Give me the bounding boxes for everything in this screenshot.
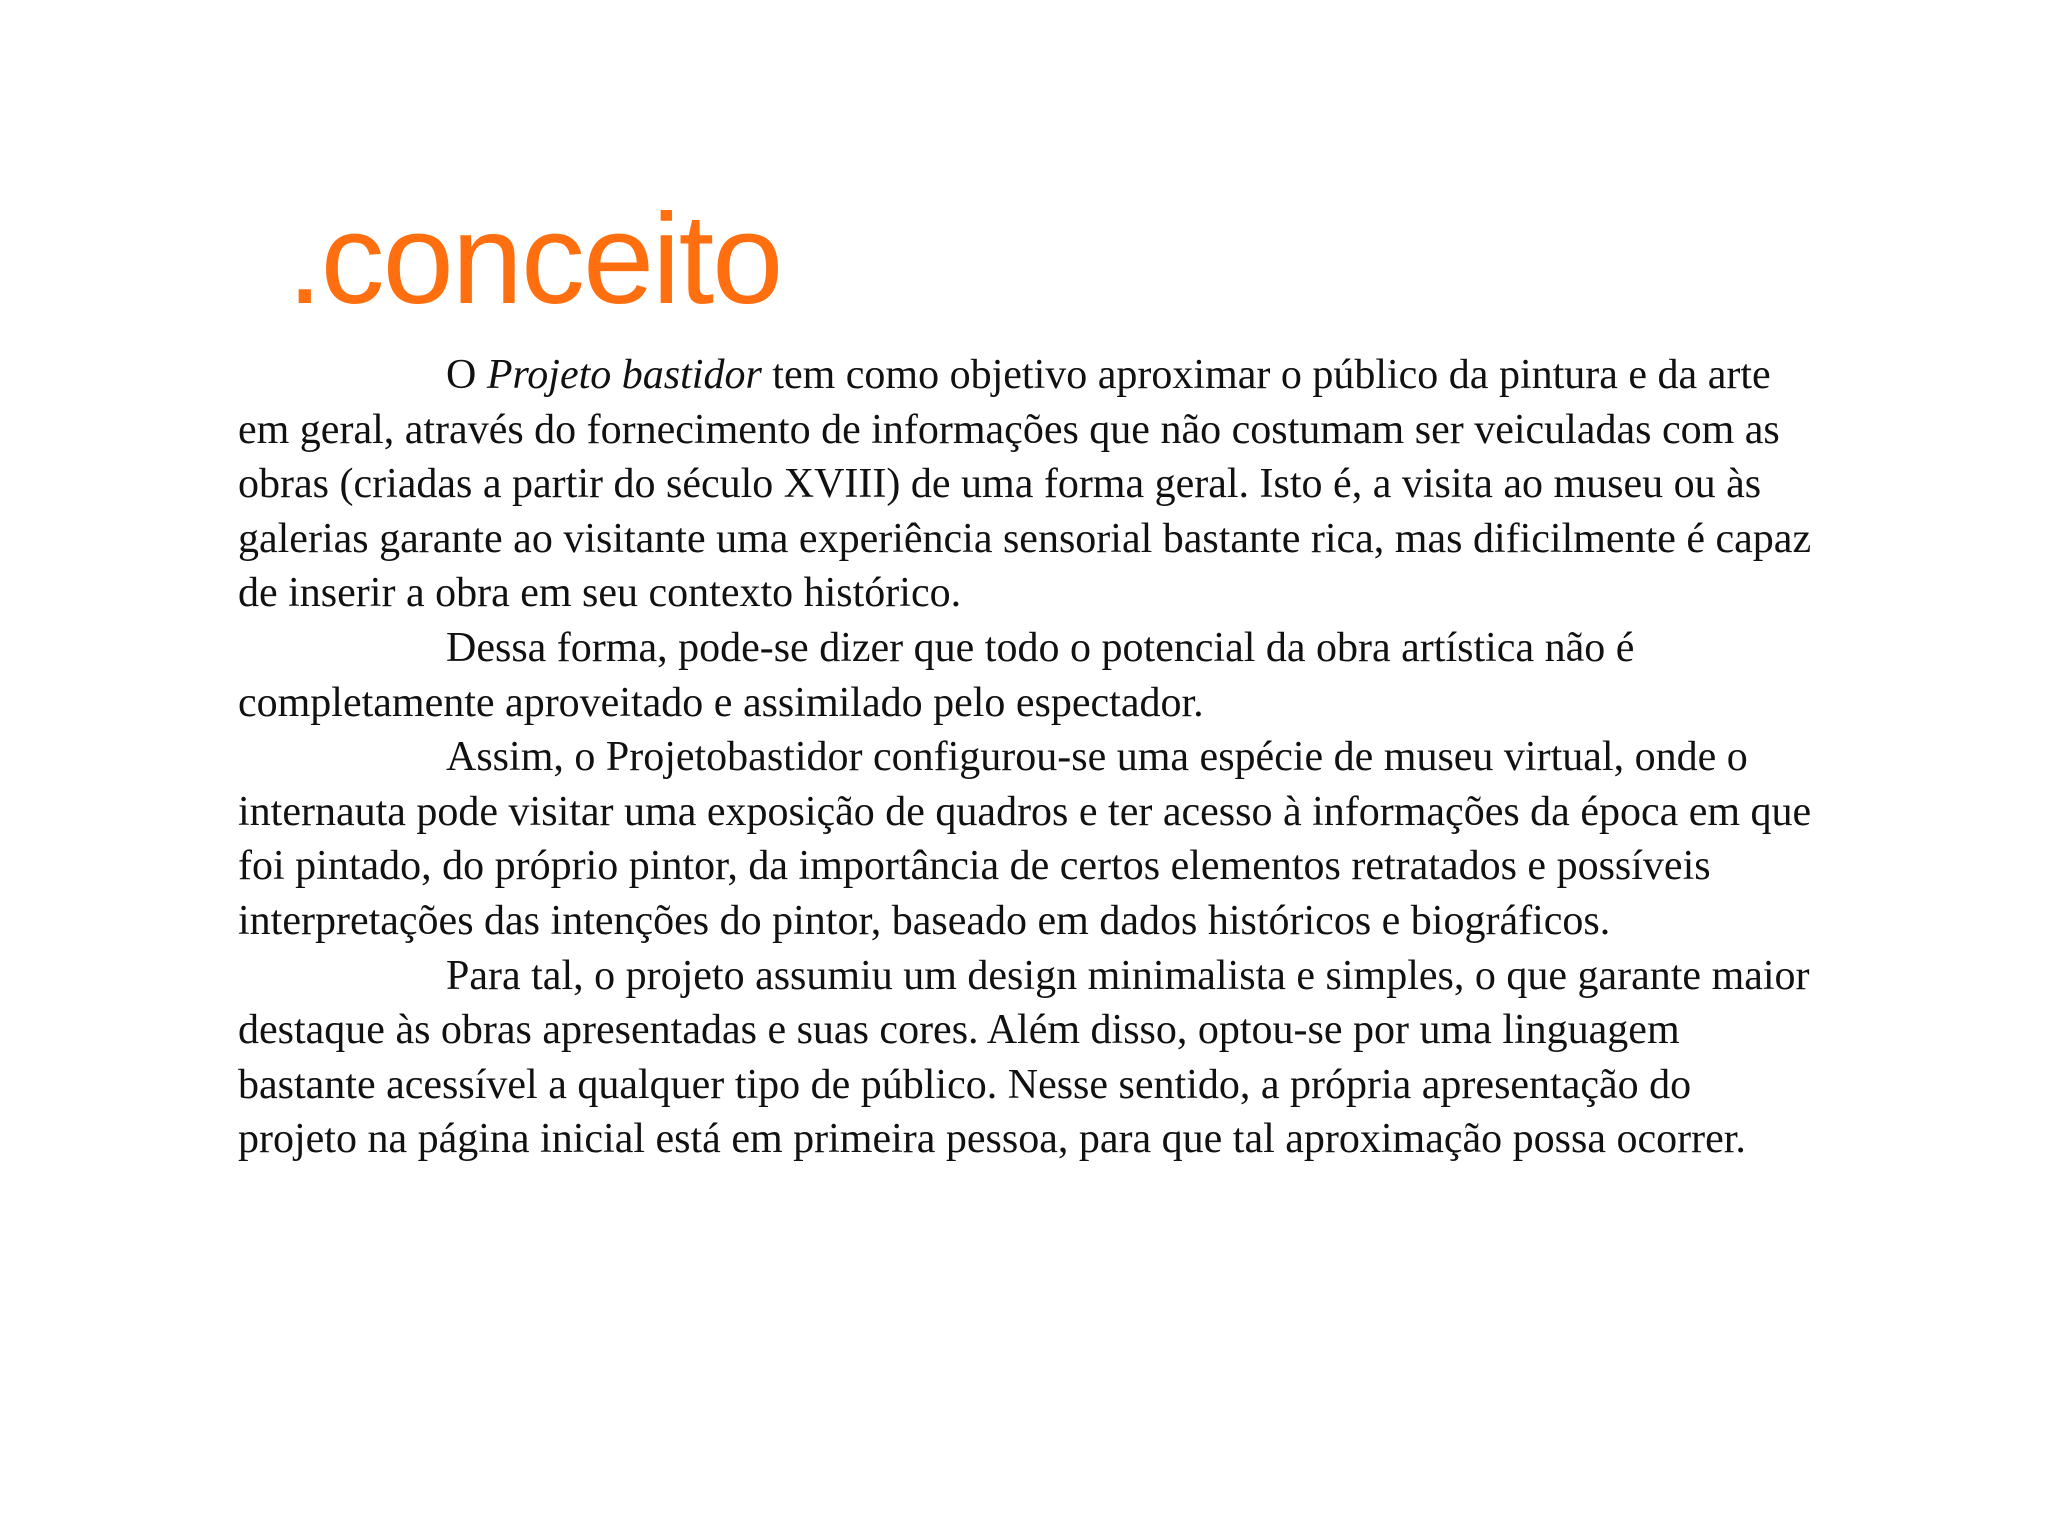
- paragraph-1-text: tem como objetivo aproximar o público da pintura e da arte em geral, através do fornecimento de informações que não costumam ser veiculadas com as obras (criadas a partir do século XVIII) de uma forma geral. Isto é, a visita ao museu ou às galerias garante ao visitante uma experiência sensorial bastante rica, mas dificilmente é capaz de inserir a obra em seu contexto histórico.: [238, 352, 1812, 617]
- paragraph-4: Para tal, o projeto assumiu um design minimalista e simples, o que garante maior destaque às obras apresentadas e suas cores. Além disso, optou-se por uma linguagem bastante acessível a qualquer tipo de público. Nesse sentido, a própria apresentação do projeto na página inicial está em primeira pessoa, para que tal aproximação possa ocorrer.: [238, 952, 1810, 1163]
- concept-text: [238, 348, 1818, 1167]
- paragraph-3: Assim, o Projetobastidor configurou-se uma espécie de museu virtual, onde o internauta pode visitar uma exposição de quadros e ter acesso à informações da época em que foi pintado, do próprio pintor, da importância de certos elementos retratados e possíveis interpretações das intenções do pintor, baseado em dados históricos e biográficos.: [238, 734, 1812, 944]
- slide-title: .conceito: [287, 188, 782, 331]
- project-name-emphasis: Projeto bastidor: [486, 352, 762, 398]
- paragraph-1-lead: O: [446, 352, 487, 398]
- paragraph-1: [238, 348, 1818, 621]
- paragraph-2: Dessa forma, pode-se dizer que todo o potencial da obra artística não é completamente aproveitado e assimilado pelo espectador.: [238, 624, 1635, 726]
